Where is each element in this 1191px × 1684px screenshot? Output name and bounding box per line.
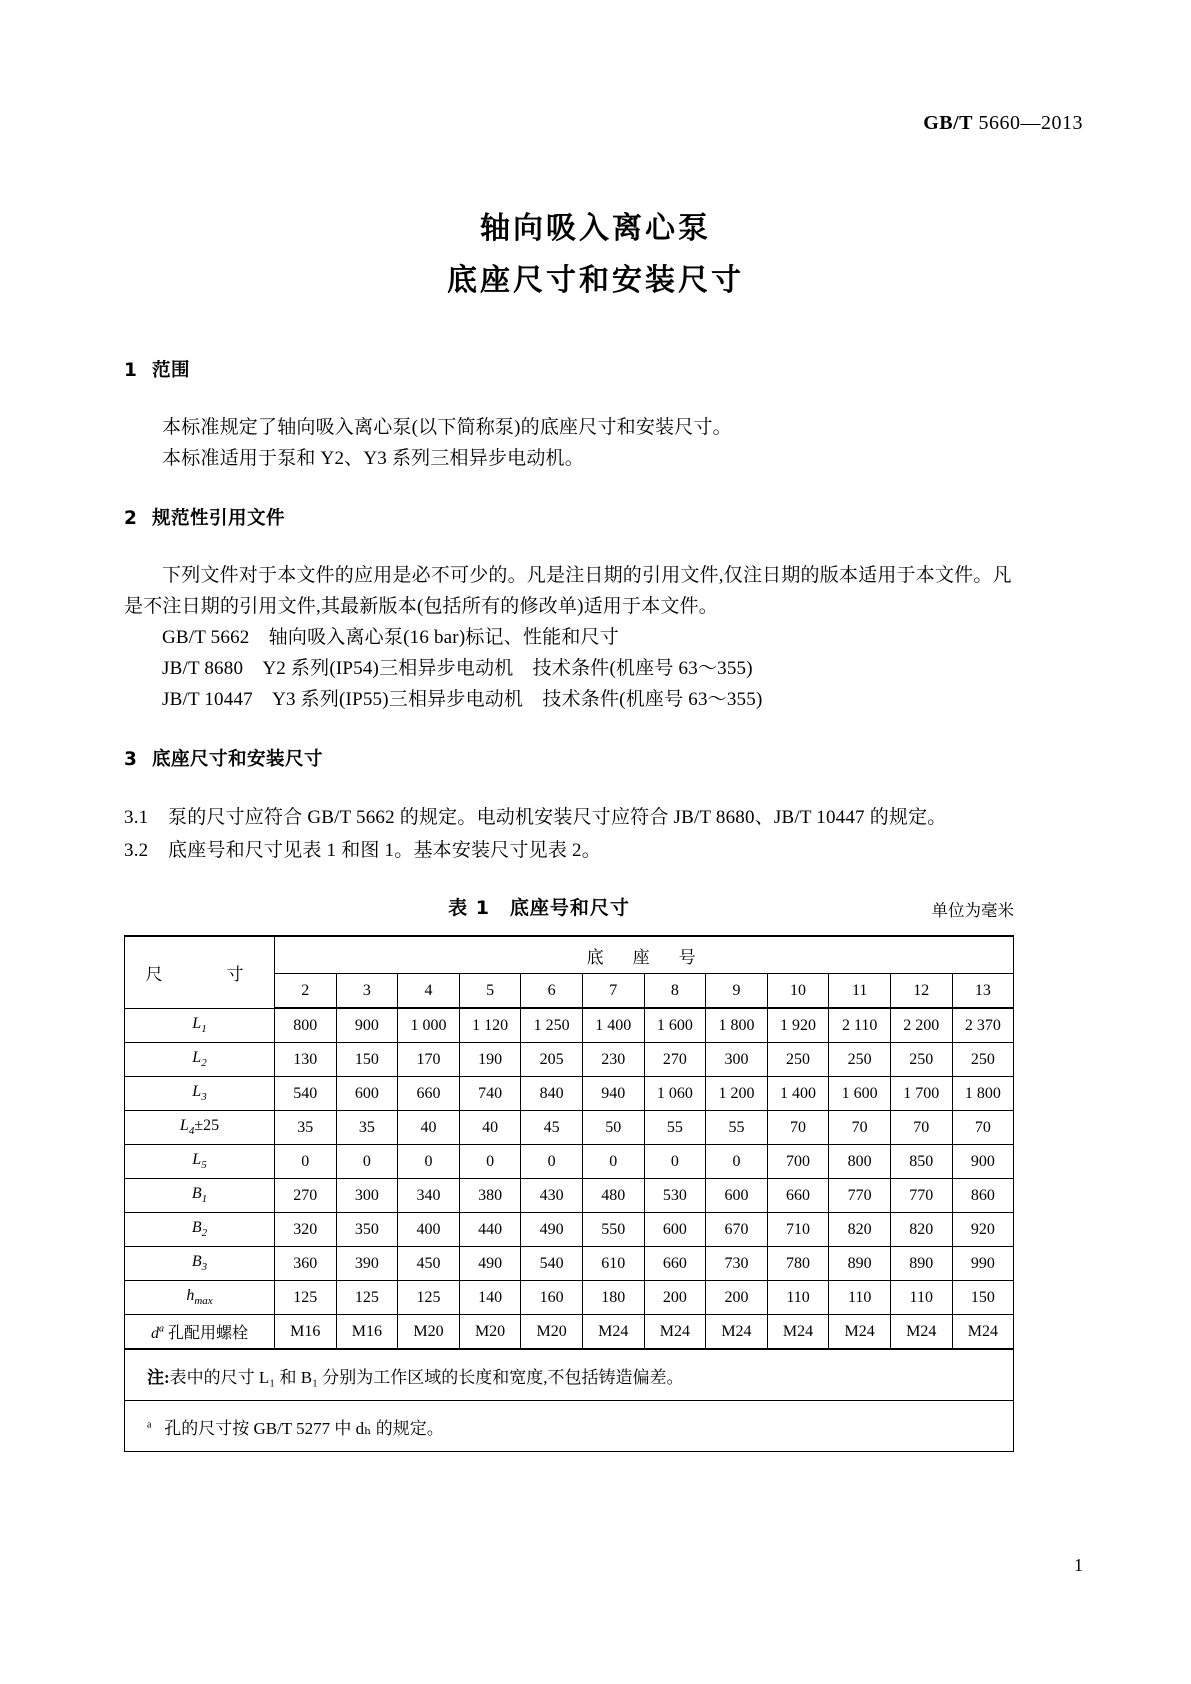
- table-cell: 1 250: [521, 1008, 583, 1043]
- column-header: 7: [582, 974, 644, 1009]
- table-cell: 670: [706, 1213, 768, 1247]
- table-cell: 0: [275, 1145, 337, 1179]
- table-cell: 660: [767, 1179, 829, 1213]
- column-header: 11: [829, 974, 891, 1009]
- section-heading-2: [124, 504, 1014, 530]
- table-row: [125, 1315, 1014, 1350]
- table-cell: 35: [275, 1111, 337, 1145]
- table-cell: 770: [829, 1179, 891, 1213]
- table-cell: 770: [890, 1179, 952, 1213]
- table-cell: 0: [644, 1145, 706, 1179]
- table-cell: 1 200: [706, 1077, 768, 1111]
- section-number-3: 3: [124, 749, 138, 770]
- table-cell: 480: [582, 1179, 644, 1213]
- normative-reference-1: GB/T 5662 轴向吸入离心泵(16 bar)标记、性能和尺寸: [162, 627, 619, 648]
- table-cell: 250: [829, 1043, 891, 1077]
- table-cell: M20: [459, 1315, 521, 1350]
- table-cell: 850: [890, 1145, 952, 1179]
- column-header: 8: [644, 974, 706, 1009]
- table-cell: 1 600: [829, 1077, 891, 1111]
- table-cell: 110: [829, 1281, 891, 1315]
- table-cell: 920: [952, 1213, 1014, 1247]
- table-cell: 890: [829, 1247, 891, 1281]
- table-cell: 840: [521, 1077, 583, 1111]
- column-header: 5: [459, 974, 521, 1009]
- table-cell: 1 400: [582, 1008, 644, 1043]
- table-cell: 740: [459, 1077, 521, 1111]
- table-cell: 250: [952, 1043, 1014, 1077]
- table-cell: 230: [582, 1043, 644, 1077]
- table-cell: 150: [336, 1043, 398, 1077]
- section-title-1: 范围: [152, 360, 191, 381]
- table-1-caption: 表 1 底座号和尺寸: [448, 897, 630, 919]
- table-cell: 250: [890, 1043, 952, 1077]
- row-label: $L_5$: [125, 1145, 275, 1179]
- table-cell: 2 370: [952, 1008, 1014, 1043]
- table-group-header: 底 座 号: [275, 936, 1014, 974]
- table-cell: 0: [398, 1145, 460, 1179]
- table-corner-label: 尺 寸: [125, 936, 275, 1008]
- table-row: [125, 1281, 1014, 1315]
- table-cell: 1 800: [952, 1077, 1014, 1111]
- table-cell: 820: [829, 1213, 891, 1247]
- table-cell: 1 700: [890, 1077, 952, 1111]
- table-cell: 125: [275, 1281, 337, 1315]
- table-1-body: [125, 936, 1014, 1452]
- table-cell: 0: [521, 1145, 583, 1179]
- table-cell: 1 600: [644, 1008, 706, 1043]
- table-cell: M24: [952, 1315, 1014, 1350]
- table-cell: 780: [767, 1247, 829, 1281]
- subclause-number-3-1: 3.1: [124, 807, 149, 828]
- table-cell: 660: [644, 1247, 706, 1281]
- table-cell: 1 120: [459, 1008, 521, 1043]
- table-cell: 610: [582, 1247, 644, 1281]
- table-cell: 150: [952, 1281, 1014, 1315]
- table-cell: 710: [767, 1213, 829, 1247]
- table-cell: 110: [767, 1281, 829, 1315]
- table-row: [125, 1008, 1014, 1043]
- table-cell: 110: [890, 1281, 952, 1315]
- subclause-3-2: [124, 834, 1014, 867]
- table-cell: 45: [521, 1111, 583, 1145]
- table-footnote-marker: a: [147, 1418, 152, 1430]
- table-1-caption-row: [124, 893, 1014, 927]
- table-cell: 700: [767, 1145, 829, 1179]
- normative-reference-3: JB/T 10447 Y3 系列(IP55)三相异步电动机 技术条件(机座号 63～355): [162, 689, 763, 710]
- table-cell: 40: [459, 1111, 521, 1145]
- table-cell: 140: [459, 1281, 521, 1315]
- table-cell: 1 920: [767, 1008, 829, 1043]
- table-cell: M16: [275, 1315, 337, 1350]
- table-cell: 540: [521, 1247, 583, 1281]
- table-cell: 940: [582, 1077, 644, 1111]
- table-cell: M24: [644, 1315, 706, 1350]
- row-label: $L_4\pm 25$: [125, 1111, 275, 1145]
- table-cell: 70: [890, 1111, 952, 1145]
- table-cell: 860: [952, 1179, 1014, 1213]
- table-note-text: 表中的尺寸 L₁ 和 B₁ 分别为工作区域的长度和宽度,不包括铸造偏差。: [169, 1367, 684, 1387]
- table-note-label: 注:: [147, 1367, 170, 1387]
- table-cell: 350: [336, 1213, 398, 1247]
- table-cell: 170: [398, 1043, 460, 1077]
- table-cell: M20: [521, 1315, 583, 1350]
- section-title-3: 底座尺寸和安装尺寸: [152, 749, 324, 770]
- column-header: 9: [706, 974, 768, 1009]
- table-cell: M16: [336, 1315, 398, 1350]
- subclause-3-1: [124, 801, 1014, 834]
- section-title-2: 规范性引用文件: [152, 508, 286, 529]
- table-cell: 400: [398, 1213, 460, 1247]
- table-row: [125, 1247, 1014, 1281]
- table-note: [125, 1349, 1014, 1401]
- standard-dash: —: [1020, 112, 1041, 134]
- standard-year: 2013: [1041, 112, 1083, 134]
- column-header: 10: [767, 974, 829, 1009]
- table-note-row: [125, 1349, 1014, 1401]
- document-body: [124, 356, 1014, 1452]
- table-cell: 35: [336, 1111, 398, 1145]
- table-cell: 70: [767, 1111, 829, 1145]
- table-cell: 600: [336, 1077, 398, 1111]
- table-cell: M24: [582, 1315, 644, 1350]
- table-cell: 50: [582, 1111, 644, 1145]
- table-cell: 0: [706, 1145, 768, 1179]
- row-label: $L_3$: [125, 1077, 275, 1111]
- table-cell: 160: [521, 1281, 583, 1315]
- row-label: $B_2$: [125, 1213, 275, 1247]
- table-cell: 2 110: [829, 1008, 891, 1043]
- table-cell: 1 400: [767, 1077, 829, 1111]
- row-label: $d^a$ 孔配用螺栓: [125, 1315, 275, 1350]
- table-cell: 300: [706, 1043, 768, 1077]
- table-footnote: [125, 1401, 1014, 1452]
- table-header-row-group: [125, 936, 1014, 974]
- row-label: $B_3$: [125, 1247, 275, 1281]
- table-cell: 820: [890, 1213, 952, 1247]
- column-header: 3: [336, 974, 398, 1009]
- table-cell: 660: [398, 1077, 460, 1111]
- column-header: 6: [521, 974, 583, 1009]
- table-cell: M20: [398, 1315, 460, 1350]
- table-cell: M24: [767, 1315, 829, 1350]
- section-1-paragraph-1: 本标准规定了轴向吸入离心泵(以下简称泵)的底座尺寸和安装尺寸。: [162, 417, 732, 438]
- table-cell: 130: [275, 1043, 337, 1077]
- section-heading-3: [124, 745, 1014, 771]
- table-cell: 200: [706, 1281, 768, 1315]
- document-title: [0, 206, 1191, 304]
- table-row: [125, 1145, 1014, 1179]
- table-cell: 125: [336, 1281, 398, 1315]
- row-label: $L_1$: [125, 1008, 275, 1043]
- table-cell: 540: [275, 1077, 337, 1111]
- table-row: [125, 1043, 1014, 1077]
- table-cell: 990: [952, 1247, 1014, 1281]
- section-number-2: 2: [124, 508, 138, 529]
- table-cell: 200: [644, 1281, 706, 1315]
- table-cell: 300: [336, 1179, 398, 1213]
- title-line-1: 轴向吸入离心泵: [480, 211, 711, 246]
- table-cell: 800: [829, 1145, 891, 1179]
- table-cell: 70: [829, 1111, 891, 1145]
- document-header: [923, 112, 1083, 135]
- normative-reference-2: JB/T 8680 Y2 系列(IP54)三相异步电动机 技术条件(机座号 63～355): [162, 658, 753, 679]
- table-cell: 180: [582, 1281, 644, 1315]
- table-cell: 800: [275, 1008, 337, 1043]
- row-label: $h_{max}$: [125, 1281, 275, 1315]
- subclause-number-3-2: 3.2: [124, 840, 149, 861]
- table-cell: 730: [706, 1247, 768, 1281]
- section-heading-1: [124, 356, 1014, 382]
- table-cell: 0: [582, 1145, 644, 1179]
- title-line-2: 底座尺寸和安装尺寸: [447, 263, 744, 298]
- column-header: 12: [890, 974, 952, 1009]
- table-row: [125, 1213, 1014, 1247]
- table-cell: 55: [706, 1111, 768, 1145]
- subclause-text-3-1: 泵的尺寸应符合 GB/T 5662 的规定。电动机安装尺寸应符合 JB/T 8680、JB/T 10447 的规定。: [168, 807, 947, 828]
- column-header: 2: [275, 974, 337, 1009]
- table-footnote-text: 孔的尺寸按 GB/T 5277 中 dₕ 的规定。: [164, 1418, 444, 1438]
- section-2-paragraph-1: 下列文件对于本文件的应用是必不可少的。凡是注日期的引用文件,仅注日期的版本适用于本文件。凡是不注日期的引用文件,其最新版本(包括所有的修改单)适用于本文件。: [124, 565, 1012, 617]
- table-cell: 55: [644, 1111, 706, 1145]
- table-cell: 360: [275, 1247, 337, 1281]
- row-label: $B_1$: [125, 1179, 275, 1213]
- table-1-base-numbers-and-dimensions: [124, 935, 1014, 1452]
- page-number: 1: [1074, 1555, 1083, 1575]
- table-cell: 250: [767, 1043, 829, 1077]
- table-cell: 890: [890, 1247, 952, 1281]
- subclause-text-3-2: 底座号和尺寸见表 1 和图 1。基本安装尺寸见表 2。: [168, 840, 601, 861]
- table-row: [125, 1111, 1014, 1145]
- standard-number: 5660: [978, 112, 1021, 134]
- table-cell: M24: [829, 1315, 891, 1350]
- row-label: $L_2$: [125, 1043, 275, 1077]
- table-cell: M24: [890, 1315, 952, 1350]
- table-cell: 125: [398, 1281, 460, 1315]
- table-cell: 450: [398, 1247, 460, 1281]
- table-cell: 530: [644, 1179, 706, 1213]
- table-cell: 70: [952, 1111, 1014, 1145]
- table-cell: 205: [521, 1043, 583, 1077]
- table-cell: 490: [521, 1213, 583, 1247]
- section-1-paragraph-2: 本标准适用于泵和 Y2、Y3 系列三相异步电动机。: [162, 448, 584, 469]
- table-cell: 490: [459, 1247, 521, 1281]
- table-row: [125, 1179, 1014, 1213]
- table-cell: 1 060: [644, 1077, 706, 1111]
- column-header: 4: [398, 974, 460, 1009]
- table-row: [125, 1077, 1014, 1111]
- table-cell: 270: [644, 1043, 706, 1077]
- section-number-1: 1: [124, 360, 138, 381]
- table-cell: 900: [336, 1008, 398, 1043]
- table-cell: 320: [275, 1213, 337, 1247]
- standard-prefix: GB/T: [923, 112, 973, 134]
- table-cell: 1 800: [706, 1008, 768, 1043]
- table-cell: 2 200: [890, 1008, 952, 1043]
- table-1-unit-note: 单位为毫米: [931, 901, 1014, 920]
- table-cell: 190: [459, 1043, 521, 1077]
- table-cell: 270: [275, 1179, 337, 1213]
- table-cell: 440: [459, 1213, 521, 1247]
- table-cell: 40: [398, 1111, 460, 1145]
- table-cell: 600: [706, 1179, 768, 1213]
- table-cell: 0: [336, 1145, 398, 1179]
- table-cell: 550: [582, 1213, 644, 1247]
- table-cell: 390: [336, 1247, 398, 1281]
- table-cell: 600: [644, 1213, 706, 1247]
- table-footnote-row: [125, 1401, 1014, 1452]
- table-cell: 380: [459, 1179, 521, 1213]
- table-cell: 340: [398, 1179, 460, 1213]
- table-cell: 0: [459, 1145, 521, 1179]
- table-cell: 430: [521, 1179, 583, 1213]
- table-cell: 1 000: [398, 1008, 460, 1043]
- table-cell: 900: [952, 1145, 1014, 1179]
- table-cell: M24: [706, 1315, 768, 1350]
- column-header: 13: [952, 974, 1014, 1009]
